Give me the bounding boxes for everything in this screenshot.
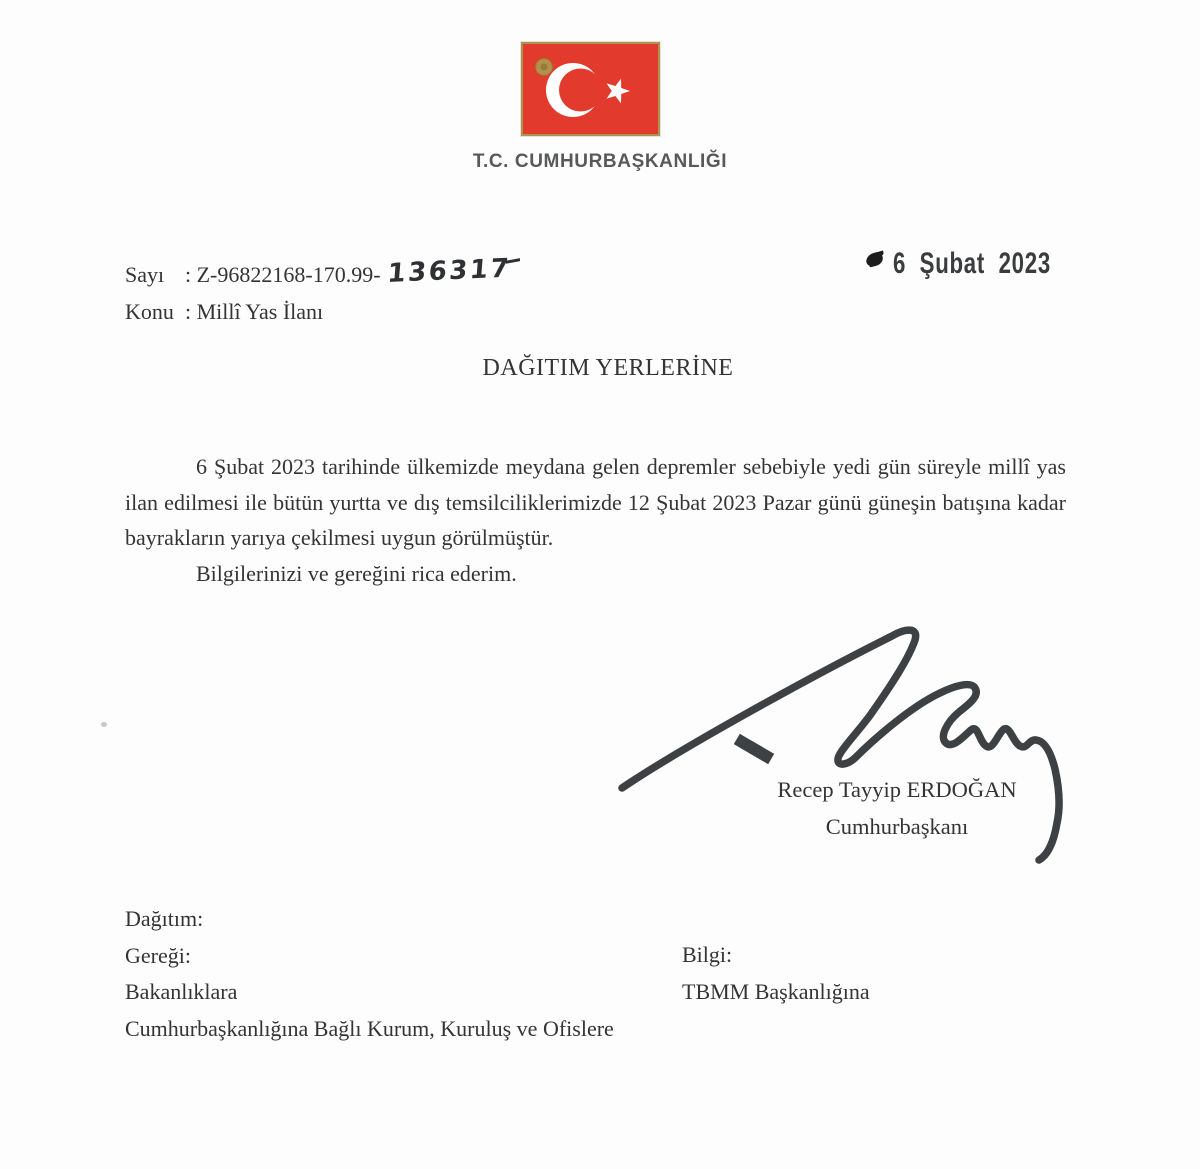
distribution-bilgi-label: Bilgi: [682,942,733,967]
signer-title: Cumhurbaşkanı [825,814,969,839]
signer-name: Recep Tayyip ERDOĞAN [777,777,1017,802]
info-copy-block [682,937,1102,1010]
body-paragraph: 6 Şubat 2023 tarihinde ülkemizde meydana gelen depremler sebebiyle yedi gün süreyle millî yas ilan edilmesi ile bütün yurtta ve dış temsilciliklerimizde 12 Şubat 2023 Pazar günü güneşin batışına kadar bayrakların yarıya çekilmesi uygun görülmüştür. [125,454,1066,550]
signer-block [697,771,1097,845]
scan-artifact-speck [101,722,107,727]
subject-value: : Millî Yas İlanı [185,299,324,324]
distribution-geregi-label: Gereği: [125,942,191,968]
turkish-flag-icon [521,42,660,136]
flag-graphic [523,44,658,134]
letter-body [125,449,1066,591]
date-stamp [866,247,1106,281]
ref-number-row [125,253,517,293]
date-stamp-text: 6 Şubat 2023 [893,247,1051,280]
ink-blot-mark [865,251,885,268]
ref-number-value: : Z-96822168-170.99- [185,262,381,287]
distribution-bilgi-item: TBMM Başkanlığına [682,978,870,1004]
org-name: T.C. CUMHURBAŞKANLIĞI [472,151,728,172]
distribution-heading: Dağıtım: [125,906,204,931]
recipient-heading: DAĞITIM YERLERİNE [482,355,734,381]
subject-label: Konu [125,299,174,324]
handwritten-ref-number: 136317 [386,250,520,293]
distribution-geregi-item: Cumhurbaşkanlığına Bağlı Kurum, Kuruluş ve Ofislere [125,1015,614,1041]
distribution-geregi-item: Bakanlıklara [125,979,238,1004]
closing-line: Bilgilerinizi ve gereğini rica ederim. [196,560,517,586]
ref-number-label: Sayı [125,262,165,287]
reference-block [125,253,517,330]
distribution-block [125,901,630,1047]
signature-dash-stroke [742,742,766,756]
subject-row [125,293,517,330]
